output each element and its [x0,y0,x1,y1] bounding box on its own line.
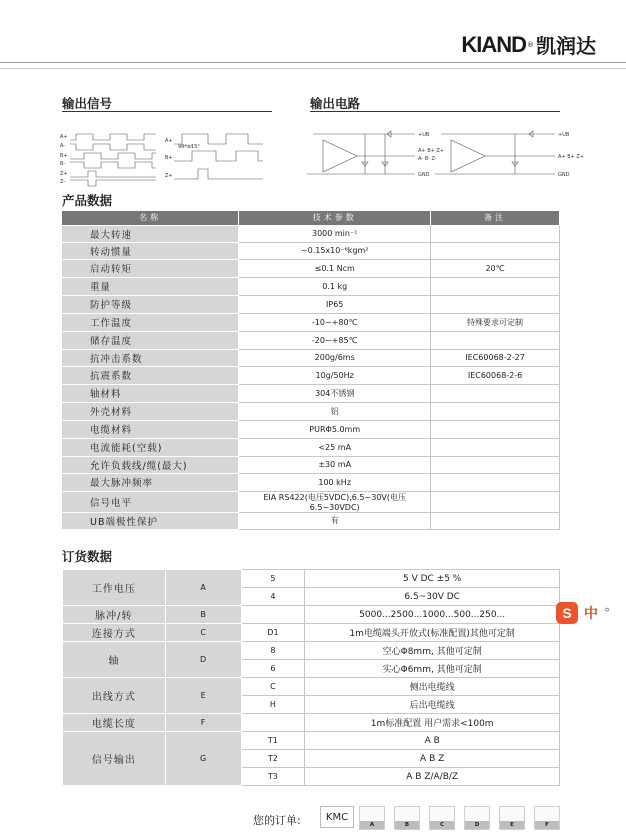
table-row [63,570,560,588]
spec-name-cell: 轴材料 [62,384,239,402]
order-value-description: 6.5~30V DC [305,588,560,606]
order-code-slot[interactable] [394,806,420,830]
waveform-label: B+ [165,155,173,161]
table-row [62,225,560,242]
spec-name-cell: 防护等级 [62,295,239,313]
waveform-label: A- [60,143,66,149]
product-data-rows [62,225,560,529]
spec-name-cell: 最大脉冲频率 [62,473,239,491]
order-value-code: T1 [241,732,305,750]
spec-name-cell: UB端极性保护 [62,512,239,529]
spec-remark-cell [431,512,560,529]
waveform-label: A+ [60,134,68,140]
spec-remark-cell [431,277,560,295]
logo-registered-mark: ® [527,40,534,49]
order-option-letter: A [165,570,241,606]
circuit-label: A+ B+ Z+ [558,154,585,160]
table-row [62,420,560,438]
table-row [62,259,560,277]
spec-remark-cell [431,295,560,313]
order-option-letter: F [165,714,241,732]
circuit-label: GND [418,172,430,178]
spec-remark-cell: 20℃ [431,259,560,277]
order-option-letter: E [165,678,241,714]
order-value-code: H [241,696,305,714]
table-row [63,606,560,624]
spec-value-cell: 铝 [239,402,431,420]
spec-value-cell: <25 mA [239,438,431,456]
spec-value-cell: -10~+80℃ [239,313,431,331]
order-value-code: D1 [241,624,305,642]
spec-value-cell: 304不锈钢 [239,384,431,402]
ime-language-toggle[interactable]: 中 [584,606,598,622]
spec-remark-cell [431,384,560,402]
spec-name-cell: 允许负载线/缆(最大) [62,456,239,473]
spec-value-cell: EIA RS422(电压5VDC),6.5~30V(电压6.5~30VDC) [239,491,431,512]
header-divider [0,62,626,63]
order-code-slot[interactable] [464,806,490,830]
spec-name-cell: 工作温度 [62,313,239,331]
order-option-name: 连接方式 [63,624,166,642]
order-code-slot-letter: C [430,821,454,829]
spec-remark-cell [431,420,560,438]
spec-value-cell: ±30 mA [239,456,431,473]
waveform-label: Z+ [60,171,68,177]
section-underline [62,111,272,112]
waveform-label: B+ [60,153,68,159]
table-row [62,313,560,331]
column-header-name: 名称 [62,211,239,225]
spec-remark-cell [431,491,560,512]
ime-logo-icon[interactable]: S [556,602,578,624]
waveform-label: Z- [60,179,66,185]
table-row [63,624,560,642]
waveform-label: Z+ [165,173,173,179]
order-value-code [241,606,305,624]
order-option-name: 脉冲/转 [63,606,166,624]
table-row [63,678,560,696]
table-row [62,349,560,366]
waveform-label: B- [60,161,66,167]
order-value-description: 实心Φ6mm, 其他可定制 [305,660,560,678]
order-code-slot-letter: F [535,821,559,829]
order-value-description: 1m电缆端头开放式(标准配置)其他可定制 [305,624,560,642]
spec-remark-cell [431,438,560,456]
section-title-product-data: 产品数据 [62,193,113,208]
circuit-label: +UB [418,132,430,138]
spec-name-cell: 电流能耗(空载) [62,438,239,456]
order-code-slot-letter: D [465,821,489,829]
spec-value-cell: PURΦ5.0mm [239,420,431,438]
spec-remark-cell [431,331,560,349]
spec-value-cell: 0.1 kg [239,277,431,295]
product-data-table [62,211,560,530]
section-title-order-data: 订货数据 [62,549,113,564]
spec-value-cell: 有 [239,512,431,529]
ime-toolbar[interactable] [556,601,626,625]
order-value-description: 侧出电缆线 [305,678,560,696]
section-title-output-signal: 输出信号 [62,96,113,111]
order-value-code: C [241,678,305,696]
order-value-description: 1m标准配置 用户需求<100m [305,714,560,732]
order-data-rows [63,570,560,786]
spec-name-cell: 电缆材料 [62,420,239,438]
order-value-description: A B Z/A/B/Z [305,768,560,786]
order-value-description: 5 V DC ±5 % [305,570,560,588]
order-option-name: 电缆长度 [63,714,166,732]
order-code-slot[interactable] [534,806,560,830]
circuit-label: GND [558,172,570,178]
table-row [62,242,560,259]
spec-name-cell: 信号电平 [62,491,239,512]
order-value-code [241,714,305,732]
spec-remark-cell [431,456,560,473]
logo-chinese-name: 凯润达 [536,34,596,58]
table-row [62,438,560,456]
phase-label: 90°±15° [178,144,200,150]
order-code-slot[interactable] [359,806,385,830]
spec-name-cell: 转动惯量 [62,242,239,259]
column-header-remark: 备注 [431,211,560,225]
spec-name-cell: 抗震系数 [62,366,239,384]
spec-value-cell: ≤0.1 Ncm [239,259,431,277]
order-code-slot-letter: E [500,821,524,829]
spec-value-cell: 200g/6ms [239,349,431,366]
order-code-slot-letter: A [360,821,384,829]
table-row [63,732,560,750]
order-value-description: 5000...2500...1000...500...250... [305,606,560,624]
table-row [62,277,560,295]
section-title-output-circuit: 输出电路 [310,96,361,111]
spec-value-cell: ~0.15x10⁻⁶kgm² [239,242,431,259]
order-value-description: A B [305,732,560,750]
table-row [62,331,560,349]
order-value-description: 后出电缆线 [305,696,560,714]
output-circuit-diagram [305,128,585,184]
order-value-code: 4 [241,588,305,606]
order-option-name: 出线方式 [63,678,166,714]
spec-remark-cell: 特殊要求可定制 [431,313,560,331]
order-option-letter: D [165,642,241,678]
order-value-code: 5 [241,570,305,588]
order-option-name: 工作电压 [63,570,166,606]
spec-remark-cell [431,242,560,259]
spec-remark-cell: IEC60068-2-6 [431,366,560,384]
order-code-slot[interactable] [499,806,525,830]
table-header-row [62,211,560,225]
spec-name-cell: 最大转速 [62,225,239,242]
table-row [62,456,560,473]
circuit-label: A- B- Z- [418,156,437,162]
spec-value-cell: 10g/50Hz [239,366,431,384]
spec-name-cell: 储存温度 [62,331,239,349]
order-value-description: A B Z [305,750,560,768]
table-row [63,714,560,732]
table-row [62,384,560,402]
order-code-label: 您的订单: [253,814,301,827]
table-row [62,512,560,529]
table-row [62,295,560,313]
spec-name-cell: 启动转矩 [62,259,239,277]
waveform-label: A+ [165,138,173,144]
table-row [62,473,560,491]
order-value-description: 空心Φ8mm, 其他可定制 [305,642,560,660]
table-row [62,402,560,420]
circuit-label: +UB [558,132,570,138]
order-option-name: 信号输出 [63,732,166,786]
spec-remark-cell [431,473,560,491]
order-value-code: T3 [241,768,305,786]
order-data-table [62,569,560,786]
circuit-label: A+ B+ Z+ [418,148,445,154]
table-row [63,642,560,660]
logo-brand-text: KIAND [461,31,526,57]
table-row [62,366,560,384]
order-option-name: 轴 [63,642,166,678]
ime-punctuation-toggle[interactable]: ° [604,606,610,620]
header-divider-secondary [0,68,626,69]
order-option-letter: B [165,606,241,624]
column-header-spec: 技术参数 [239,211,431,225]
spec-value-cell: IP65 [239,295,431,313]
spec-value-cell: 3000 min⁻¹ [239,225,431,242]
order-option-letter: C [165,624,241,642]
order-value-code: 6 [241,660,305,678]
order-option-letter: G [165,732,241,786]
spec-name-cell: 外壳材料 [62,402,239,420]
output-signal-waveform [58,130,273,186]
spec-name-cell: 重量 [62,277,239,295]
spec-remark-cell: IEC60068-2-27 [431,349,560,366]
order-value-code: 8 [241,642,305,660]
order-code-slot[interactable] [429,806,455,830]
spec-value-cell: -20~+85℃ [239,331,431,349]
spec-remark-cell [431,225,560,242]
section-underline [310,111,560,112]
order-code-prefix: KMC [320,806,354,828]
spec-name-cell: 抗冲击系数 [62,349,239,366]
brand-logo [461,30,596,59]
order-value-code: T2 [241,750,305,768]
spec-value-cell: 100 kHz [239,473,431,491]
order-code-slot-letter: B [395,821,419,829]
spec-remark-cell [431,402,560,420]
table-row [62,491,560,512]
